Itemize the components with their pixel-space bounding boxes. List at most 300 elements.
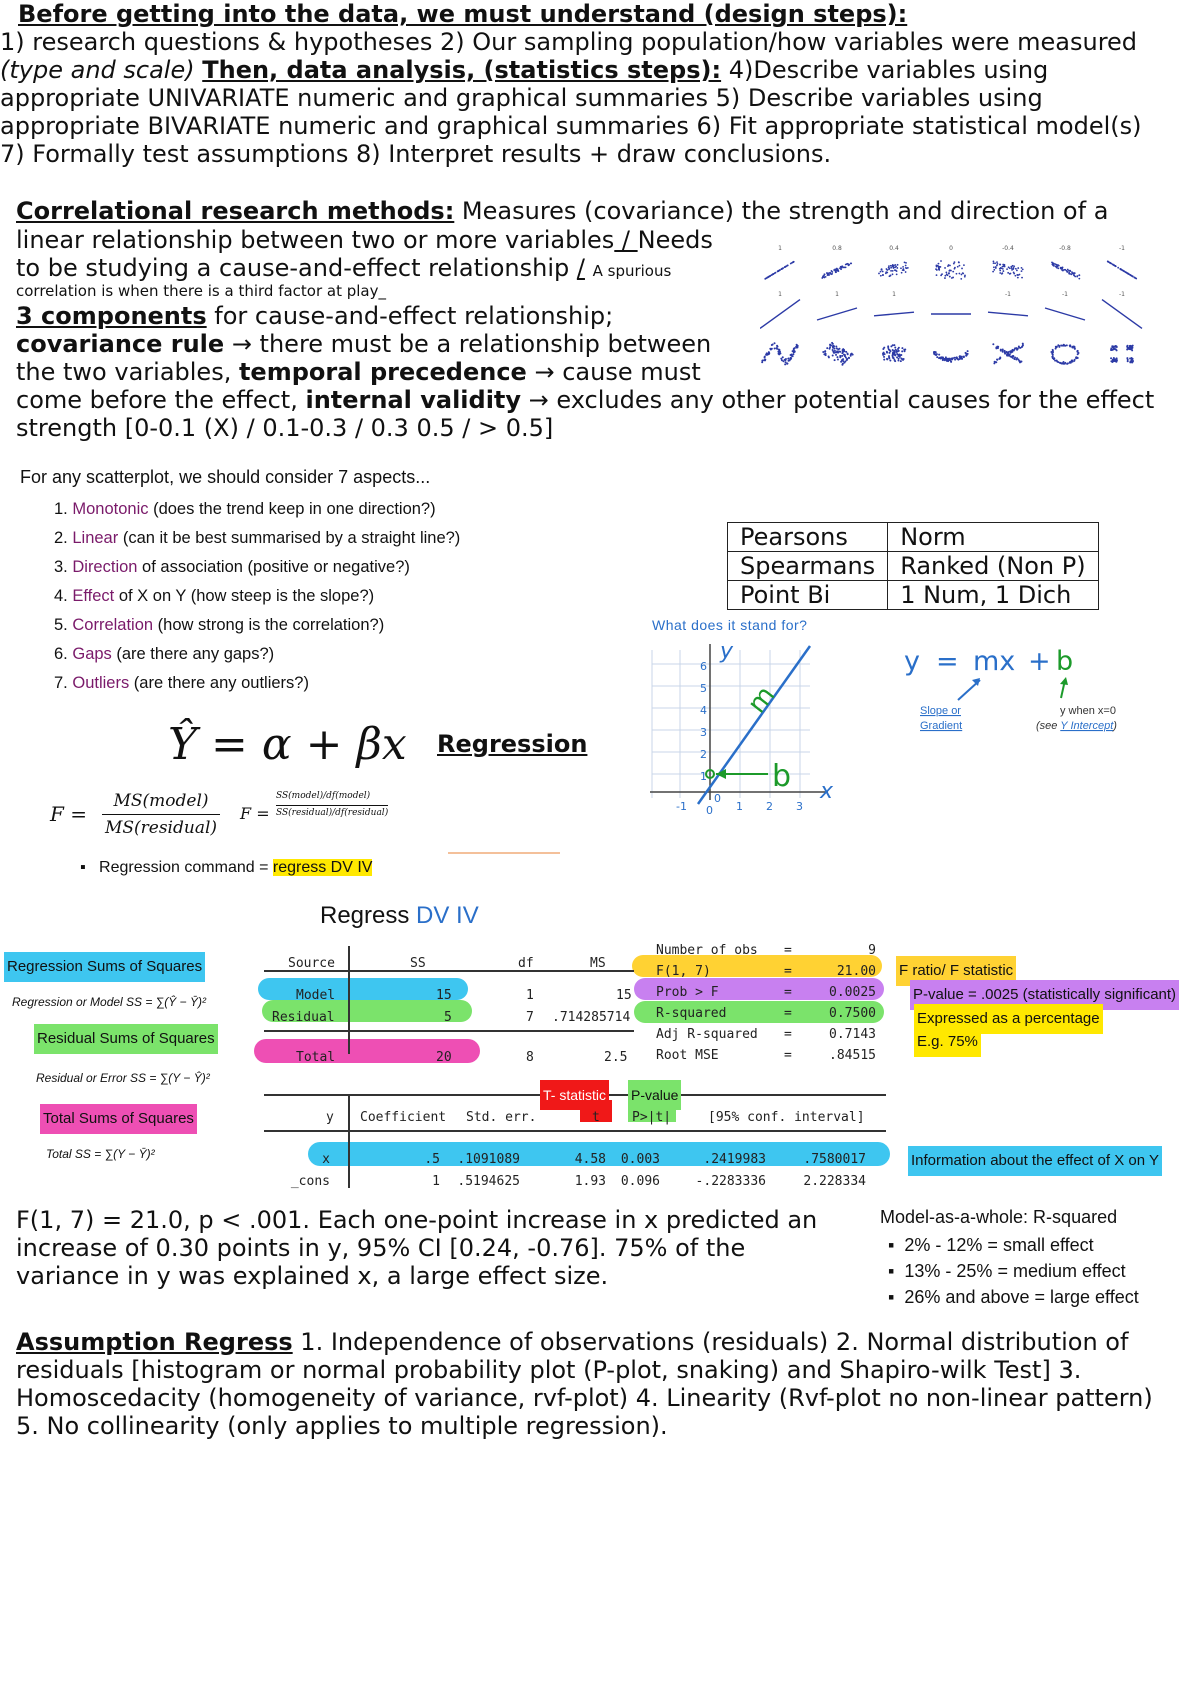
scatter-point [883,359,885,361]
scatter-point [938,263,940,265]
scatter-point [792,355,794,357]
scatter-point [848,357,850,359]
scatter-point [1021,270,1023,272]
f-formula-lhs: F = [50,802,87,826]
r2-example-label: E.g. 75% [914,1027,981,1057]
scatter-point [784,266,786,268]
stat-eq: = [784,985,792,1000]
scatter-line [817,308,857,320]
f-denominator: MS(residual) [104,818,218,838]
scatter-point [1006,353,1008,355]
scatter-point [1131,361,1133,363]
scatter-label: -1 [1005,291,1011,298]
scatter-point [994,262,996,264]
y-intercept-link: Y Intercept [1060,720,1114,732]
aspect-desc: (can it be best summarised by a straight line?) [118,529,461,547]
scatter-point [823,353,825,355]
scatter-point [896,353,898,355]
y-tick: 0 [714,792,721,805]
eq-mx: mx [973,646,1016,677]
scatter-point [960,278,962,280]
scatter-point [829,344,831,346]
scatter-label: 0 [949,245,953,252]
scatter-point [896,350,898,352]
aspect-key: Outliers [72,674,130,692]
scatter-point [897,264,899,266]
scatter-point [956,273,958,275]
effect-size-text: 26% and above = large effect [904,1287,1139,1307]
eq-plus: + [1028,646,1051,677]
scatter-point [1063,344,1065,346]
scatter-point [880,275,882,277]
scatter-point [945,271,947,273]
scatter-point [953,263,955,265]
anova-cell: Model [296,988,336,1003]
coef-cell: 1.93 [574,1174,606,1189]
x-tick: 1 [736,800,743,813]
scatter-point [1117,267,1119,269]
scatter-point [1122,269,1124,271]
scatter-point [1126,272,1128,274]
scatter-point [904,349,906,351]
scatter-point [1113,348,1115,350]
scatter-point [834,268,836,270]
scatter-point [1052,349,1054,351]
scatter-point [1021,277,1023,279]
scatter-point [967,350,969,352]
scatter-point [844,267,846,269]
coef-cell: 4.58 [574,1152,606,1167]
scatter-point [776,345,778,347]
scatter-point [948,273,950,275]
scatter-point [1110,360,1112,362]
model-stat-row [656,961,876,982]
aspect-number: 6. [54,645,68,663]
coef-cell: 1 [432,1174,440,1189]
f2-num-b: /df(model) [323,791,371,801]
scatter-label: 1 [778,291,782,298]
scatter-line [1045,308,1085,320]
scatter-label: 1 [892,291,896,298]
scatter-point [897,348,899,350]
scatter-point [947,265,949,267]
scatter-point [890,270,892,272]
scatter-point [889,275,891,277]
table-cell: Pearsons [728,523,888,552]
scatter-label: 1 [835,291,839,298]
coef-cell: .5 [424,1152,440,1167]
scatter-point [996,265,998,267]
scatter-point [1021,267,1023,269]
correlational-line-5: 3 components for cause-and-effect relationship; [16,302,614,330]
scatter-point [763,359,765,361]
scatter-point [1010,266,1012,268]
scatter-point [992,343,994,345]
model-stat-row [656,1003,876,1024]
scatter-point [835,351,837,353]
regression-ss-formula: Regression or Model SS = ∑(Ŷ − Ȳ)² [12,995,206,1009]
scatter-point [1066,344,1068,346]
scatter-point [959,265,961,267]
scatter-point [963,355,965,357]
aspect-number: 7. [54,674,68,692]
scatter-point [764,356,766,358]
scatter-point [940,274,942,276]
scatter-point [889,352,891,354]
p-value-label: P-value = .0025 (statistically significant) [910,980,1179,1010]
scatter-point [882,274,884,276]
scatter-point [895,266,897,268]
scatter-point [954,268,956,270]
coef-header: P>|t| [632,1110,672,1125]
scatter-point [1072,272,1074,274]
scatter-point [897,359,899,361]
scatter-point [951,277,953,279]
scatter-point [892,273,894,275]
scatter-point [886,268,888,270]
aspect-item [54,640,460,669]
scatter-point [822,351,824,353]
correlational-line-4: correlation is when there is a third factor at play_ [16,282,387,300]
scatter-point [1056,346,1058,348]
scatter-point [1017,274,1019,276]
correlational-line-8: come before the effect, internal validity → excludes any other potential causes for the effect [16,386,1155,414]
scatter-point [842,352,844,354]
assumptions-line-1: Assumption Regress 1. Independence of observations (residuals) 2. Normal distribution of [16,1328,1129,1356]
scatter-point [937,265,939,267]
scatter-point [1013,265,1015,267]
scatter-point [1128,347,1130,349]
scatter-point [1060,267,1062,269]
residual-ss-formula: Residual or Error SS = ∑(Y − Ŷ)² [36,1071,210,1085]
scatter-point [790,358,792,360]
scatter-point [936,356,938,358]
scatter-label: -0.8 [1059,245,1071,252]
scatter-point [836,269,838,271]
scatter-point [1021,345,1023,347]
model-stat-row [656,940,876,961]
scatter-point [963,264,965,266]
scatter-point [1019,361,1021,363]
scatter-point [845,356,847,358]
scatter-point [774,272,776,274]
scatter-point [1007,272,1009,274]
scatter-point [844,354,846,356]
scatter-point [786,363,788,365]
scatter-point [1009,267,1011,269]
coef-cell: .5194625 [457,1174,520,1189]
stat-name: F(1, 7) [656,964,711,979]
f2-den-a: SS(residual) [276,808,333,818]
scatter-point [834,359,836,361]
coef-cell: _cons [290,1174,330,1189]
scatter-point [996,359,998,361]
scatter-point [944,275,946,277]
stat-name: Root MSE [656,1048,719,1063]
scatter-point [1017,267,1019,269]
scatter-point [1018,347,1020,349]
scatter-point [936,274,938,276]
scatter-point [948,270,950,272]
scatter-point [768,351,770,353]
design-line-2: (type and scale) Then, data analysis, (statistics steps): 4)Describe variables using [0,56,1049,84]
scatter-point [782,268,784,270]
design-line-4: appropriate BIVARIATE numeric and graphical summaries 6) Fit appropriate statistical model(s) [0,112,1142,140]
scatter-point [944,358,946,360]
scatter-point [1062,267,1064,269]
anova-header: SS [410,956,426,971]
y-tick: 5 [700,682,707,695]
scatter-point [893,344,895,346]
scatter-point [826,347,828,349]
scatter-point [999,264,1001,266]
scatter-point [948,359,950,361]
scatter-point [777,351,779,353]
scatter-point [880,271,882,273]
scatter-point [888,267,890,269]
scatter-point [902,266,904,268]
scatter-point [1073,346,1075,348]
scatter-point [835,346,837,348]
scatter-point [993,266,995,268]
scatter-point [890,345,892,347]
scatter-point [890,265,892,267]
anova-cell: Total [296,1050,336,1065]
scatter-point [953,357,955,359]
scatter-label: 0.4 [889,245,899,252]
aspect-desc: of association (positive or negative?) [137,558,410,576]
scatter-point [772,273,774,275]
scatter-point [1052,356,1054,358]
scatter-point [1116,359,1118,361]
table-cell: Norm [888,523,1098,552]
scatter-point [1002,268,1004,270]
x-tick: 2 [766,800,773,813]
correlation-types-table [727,522,1099,610]
scatter-point [1004,351,1006,353]
regression-equation: Ŷ = α + βx [168,719,407,770]
scatter-point [1109,262,1111,264]
r2-explain-label: Expressed as a percentage [914,1004,1103,1034]
slope-label: m [742,680,782,720]
design-line-1: 1) research questions & hypotheses 2) Our sampling population/how variables were measured [0,28,1138,56]
anova-cell: 15 [436,988,452,1003]
linear-equation-diagram [650,640,1190,820]
scatter-point [828,356,830,358]
scatter-point [886,358,888,360]
scatter-point [1127,345,1129,347]
scatter-point [896,270,898,272]
scatter-point [1130,345,1132,347]
model-stat-row [656,1045,876,1066]
table-cell: Ranked (Non P) [888,552,1098,581]
line-fig-title: What does it stand for? [652,617,808,633]
scatter-point [965,354,967,356]
scatter-point [835,271,837,273]
stat-eq: = [784,1006,792,1021]
scatter-point [829,272,831,274]
scatter-point [824,350,826,352]
anova-cell: 1 [526,988,534,1003]
correlational-line-6: covariance rule → there must be a relationship between [16,330,712,358]
scatter-point [834,348,836,350]
aspect-desc: of X on Y (how steep is the slope?) [114,587,375,605]
table-row [728,552,1099,581]
scatter-point [886,351,888,353]
scatter-point [842,360,844,362]
scatter-point [776,347,778,349]
scatter-point [778,353,780,355]
design-line-3: appropriate UNIVARIATE numeric and graphical summaries 5) Describe variables using [0,84,1043,112]
aspect-item [54,611,460,640]
scatter-point [938,354,940,356]
scatter-point [830,273,832,275]
aspects-title: For any scatterplot, we should consider 7 aspects... [20,467,431,487]
scatter-point [1009,273,1011,275]
scatter-point [999,270,1001,272]
coef-header: Std. err. [466,1110,537,1125]
coef-header: t [592,1110,600,1125]
scatter-point [841,364,843,366]
scatter-point [892,270,894,272]
intercept-caption: y when x=0 [1060,705,1116,717]
x-tick: 0 [706,804,713,817]
scatter-point [765,278,767,280]
anova-cell: 5 [444,1010,452,1025]
coef-cell: 0.003 [620,1152,660,1167]
scatter-point [883,347,885,349]
scatter-point [825,276,827,278]
scatter-point [828,274,830,276]
scatter-point [952,271,954,273]
scatter-point [940,260,942,262]
gradient-caption: Gradient [920,720,963,732]
scatter-point [1052,264,1054,266]
eq-equals: = [936,646,959,677]
scatter-point [844,360,846,362]
scatter-point [1058,265,1060,267]
scatter-point [936,269,938,271]
effect-size-text: 13% - 25% = medium effect [904,1261,1126,1281]
scatter-point [1054,263,1056,265]
scatter-point [1066,271,1068,273]
scatter-point [1114,346,1116,348]
scatter-point [785,358,787,360]
scatter-point [1000,267,1002,269]
design-heading: Before getting into the data, we must understand (design steps): [18,0,908,28]
aspect-key: Monotonic [72,500,149,518]
assumptions-line-3: Homoscedacity (homogeneity of variance, rvf-plot) 4. Linearity (Rvf-plot no non-linear pattern) [16,1384,1153,1412]
correlational-line-9: strength [0-0.1 (X) / 0.1-0.3 / 0.3 0.5 / > 0.5] [16,414,554,442]
anova-header: df [518,956,534,971]
scatter-point [1112,264,1114,266]
correlational-line-2: linear relationship between two or more variables / Needs [16,226,713,254]
scatter-point [900,360,902,362]
correlational-line-3: to be studying a cause-and-effect relationship / A spurious [16,254,672,282]
coef-cell: .7580017 [803,1152,866,1167]
f-formula-fraction [102,788,220,841]
scatter-point [893,359,895,361]
scatter-point [1016,270,1018,272]
scatter-point [1114,265,1116,267]
scatter-label: 1 [778,245,782,252]
coef-cell: 0.096 [620,1174,660,1189]
scatter-point [1013,271,1015,273]
stat-value: 9 [868,943,876,958]
scatter-point [994,361,996,363]
scatter-point [790,354,792,356]
scatter-point [852,354,854,356]
scatter-point [1022,268,1024,270]
scatter-point [995,267,997,269]
stat-value: 0.7143 [829,1027,876,1042]
intercept-label: b [772,759,792,794]
stat-value: 21.00 [836,964,876,979]
effect-size-list [888,1232,1139,1310]
aspect-number: 4. [54,587,68,605]
interpretation-line-3: variance in y was explained x, a large effect size. [16,1262,609,1290]
scatter-point [845,351,847,353]
coef-cell: 2.228334 [803,1174,866,1189]
table-cell: Point Bi [728,581,888,610]
stat-value: 0.7500 [829,1006,876,1021]
stat-name: Prob > F [656,985,719,1000]
scatter-point [1056,359,1058,361]
scatter-point [881,268,883,270]
scatter-label: -1 [1119,291,1125,298]
aspects-list [54,495,460,698]
scatter-point [882,271,884,273]
scatter-point [836,356,838,358]
scatter-point [832,345,834,347]
aspect-number: 2. [54,529,68,547]
x-tick: 3 [796,800,803,813]
scatter-point [1051,353,1053,355]
scatter-point [900,267,902,269]
scatter-point [822,275,824,277]
scatter-point [1125,271,1127,273]
anova-header: MS [590,956,606,971]
anova-header: Source [288,956,335,971]
aspect-key: Linear [72,529,119,547]
scatter-point [888,348,890,350]
scatter-point [902,359,904,361]
x-tick: -1 [676,800,687,813]
stat-name: Adj R-squared [656,1027,758,1042]
stat-eq: = [784,1048,792,1063]
scatter-point [778,270,780,272]
x-effect-label: Information about the effect of X on Y [908,1146,1162,1176]
scatter-point [949,276,951,278]
scatter-point [824,274,826,276]
aspect-item [54,495,460,524]
scatter-point [850,263,852,265]
coef-header: y [326,1110,334,1125]
scatter-point [796,346,798,348]
scatter-point [765,354,767,356]
scatter-point [837,270,839,272]
scatter-line [1102,300,1142,329]
model-stat-row [656,1024,876,1045]
scatter-point [901,347,903,349]
scatter-point [1074,347,1076,349]
scatter-point [885,271,887,273]
scatter-point [901,272,903,274]
aspect-desc: (are there any outliers?) [129,674,309,692]
scatter-point [964,274,966,276]
scatter-point [903,268,905,270]
coef-cell: .2419983 [703,1152,766,1167]
